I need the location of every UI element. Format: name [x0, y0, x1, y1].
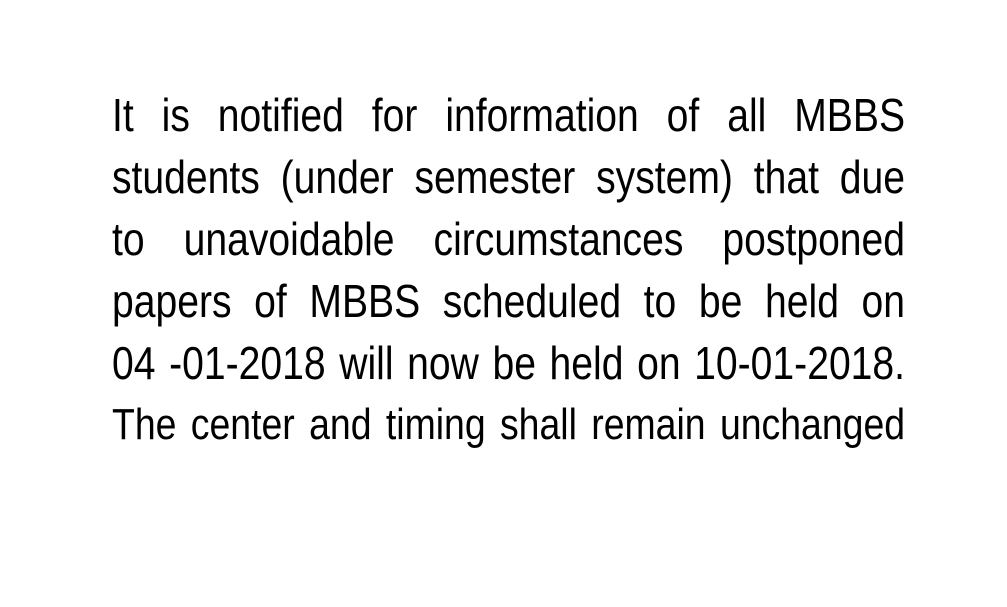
notice-line-2: students (under semester system) that due — [112, 151, 906, 203]
notice-text — [112, 84, 905, 456]
notice-line-3: to unavoidable circumstances postponed — [112, 213, 906, 265]
notice-line-4: papers of MBBS scheduled to be held on — [112, 275, 906, 327]
notice-line-1: It is notified for information of all MBBS — [112, 89, 906, 141]
notice-line-6: The center and timing shall remain unchanged — [112, 400, 906, 449]
notice-line-5: 04 -01-2018 will now be held on 10-01-2018. — [112, 337, 906, 389]
